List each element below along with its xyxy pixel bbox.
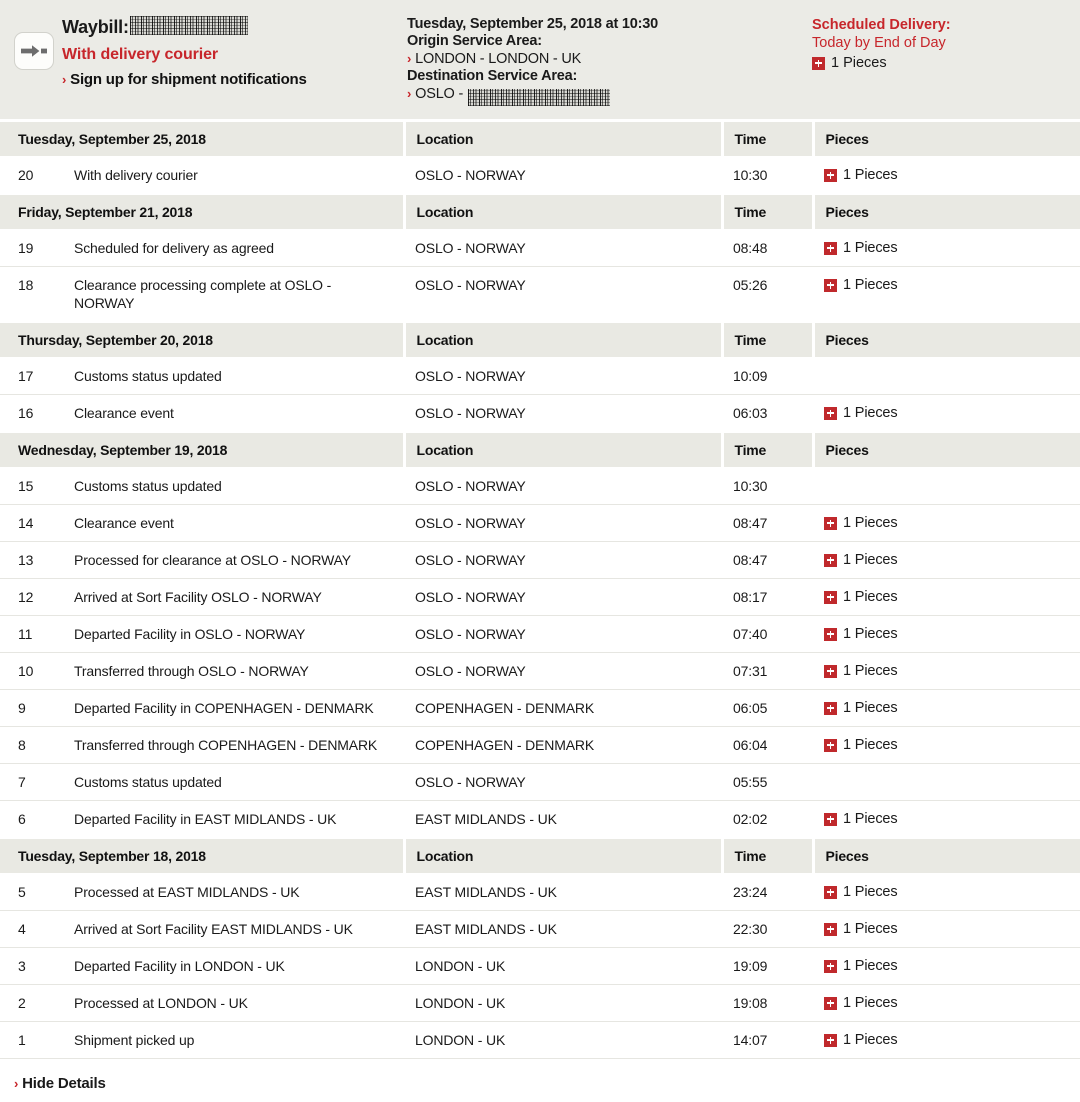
event-pieces-row[interactable]	[824, 810, 1080, 828]
table-row	[0, 727, 1080, 764]
event-pieces-label: 1 Pieces	[843, 663, 898, 679]
event-index: 2	[0, 985, 62, 1022]
event-index: 16	[0, 395, 62, 433]
event-location: EAST MIDLANDS - UK	[404, 874, 722, 911]
event-time: 08:48	[722, 230, 813, 267]
event-pieces-cell	[813, 157, 1080, 195]
event-pieces-row[interactable]	[824, 166, 1080, 184]
column-header-pieces: Pieces	[813, 121, 1080, 157]
date-group-header	[0, 121, 1080, 157]
table-row	[0, 801, 1080, 839]
event-description: Scheduled for delivery as agreed	[62, 230, 404, 267]
table-row	[0, 874, 1080, 911]
event-location: OSLO - NORWAY	[404, 230, 722, 267]
event-index: 3	[0, 948, 62, 985]
event-time: 06:03	[722, 395, 813, 433]
table-row	[0, 468, 1080, 505]
table-row	[0, 1022, 1080, 1059]
event-index: 17	[0, 358, 62, 395]
event-location: OSLO - NORWAY	[404, 468, 722, 505]
event-description: Transferred through OSLO - NORWAY	[62, 653, 404, 690]
hide-details-label: Hide Details	[22, 1075, 106, 1092]
event-description: Shipment picked up	[62, 1022, 404, 1059]
table-row	[0, 653, 1080, 690]
column-header-location: Location	[404, 322, 722, 358]
event-description: Customs status updated	[62, 468, 404, 505]
event-location: COPENHAGEN - DENMARK	[404, 727, 722, 764]
event-description: Departed Facility in LONDON - UK	[62, 948, 404, 985]
event-time: 14:07	[722, 1022, 813, 1059]
destination-redacted	[468, 89, 610, 106]
chevron-right-icon: ›	[407, 86, 412, 101]
event-location: COPENHAGEN - DENMARK	[404, 690, 722, 727]
event-index: 11	[0, 616, 62, 653]
tracking-history-table	[0, 120, 1080, 1059]
table-row	[0, 267, 1080, 323]
event-description: Customs status updated	[62, 764, 404, 801]
expand-plus-icon[interactable]	[824, 1034, 837, 1047]
event-pieces-label: 1 Pieces	[843, 921, 898, 937]
event-location: OSLO - NORWAY	[404, 157, 722, 195]
column-header-time: Time	[722, 838, 813, 874]
column-header-time: Time	[722, 194, 813, 230]
event-description: Departed Facility in EAST MIDLANDS - UK	[62, 801, 404, 839]
service-area-column	[407, 10, 812, 119]
event-pieces-row[interactable]	[824, 883, 1080, 901]
event-index: 18	[0, 267, 62, 323]
event-pieces-label: 1 Pieces	[843, 277, 898, 293]
expand-plus-icon[interactable]	[824, 960, 837, 973]
event-time: 05:55	[722, 764, 813, 801]
event-index: 10	[0, 653, 62, 690]
group-date: Friday, September 21, 2018	[0, 194, 404, 230]
waybill-line	[62, 14, 407, 38]
event-pieces-cell	[813, 358, 1080, 395]
event-index: 15	[0, 468, 62, 505]
event-index: 6	[0, 801, 62, 839]
event-description: Processed at LONDON - UK	[62, 985, 404, 1022]
date-group-header	[0, 322, 1080, 358]
event-pieces-cell	[813, 690, 1080, 727]
event-index: 19	[0, 230, 62, 267]
date-group-header	[0, 432, 1080, 468]
event-description: Processed at EAST MIDLANDS - UK	[62, 874, 404, 911]
event-location: EAST MIDLANDS - UK	[404, 801, 722, 839]
event-pieces-cell	[813, 801, 1080, 839]
event-pieces-label: 1 Pieces	[843, 552, 898, 568]
scheduled-delivery-column	[812, 10, 1080, 119]
table-row	[0, 230, 1080, 267]
event-pieces-cell	[813, 468, 1080, 505]
destination-service-area-label: Destination Service Area:	[407, 68, 578, 84]
event-location: OSLO - NORWAY	[404, 579, 722, 616]
column-header-location: Location	[404, 121, 722, 157]
event-pieces-label: 1 Pieces	[843, 811, 898, 827]
event-pieces-row[interactable]	[824, 625, 1080, 643]
shipment-status: With delivery courier	[62, 46, 219, 63]
event-pieces-label: 1 Pieces	[843, 240, 898, 256]
event-pieces-row[interactable]	[824, 920, 1080, 938]
table-row	[0, 358, 1080, 395]
table-row	[0, 911, 1080, 948]
origin-service-area-value: LONDON - LONDON - UK	[415, 51, 582, 67]
destination-service-area-value: OSLO -	[415, 86, 464, 102]
event-location: OSLO - NORWAY	[404, 395, 722, 433]
event-time: 08:47	[722, 505, 813, 542]
event-pieces-row[interactable]	[824, 514, 1080, 532]
event-pieces-row[interactable]	[824, 588, 1080, 606]
table-row	[0, 690, 1080, 727]
event-pieces-row[interactable]	[824, 699, 1080, 717]
event-description: Clearance event	[62, 505, 404, 542]
event-pieces-cell	[813, 764, 1080, 801]
summary-icon-column	[0, 10, 62, 119]
event-location: OSLO - NORWAY	[404, 653, 722, 690]
event-time: 08:17	[722, 579, 813, 616]
event-index: 12	[0, 579, 62, 616]
expand-plus-icon[interactable]	[812, 57, 825, 70]
column-header-location: Location	[404, 194, 722, 230]
waybill-column	[62, 10, 407, 119]
table-row	[0, 948, 1080, 985]
event-pieces-cell	[813, 230, 1080, 267]
event-time: 10:30	[722, 468, 813, 505]
event-description: Departed Facility in OSLO - NORWAY	[62, 616, 404, 653]
event-pieces-row[interactable]	[824, 994, 1080, 1012]
expand-plus-icon[interactable]	[824, 739, 837, 752]
event-pieces-label: 1 Pieces	[843, 995, 898, 1011]
event-pieces-cell	[813, 948, 1080, 985]
event-time: 10:30	[722, 157, 813, 195]
column-header-pieces: Pieces	[813, 322, 1080, 358]
expand-plus-icon[interactable]	[824, 591, 837, 604]
shipment-transit-icon	[14, 32, 54, 70]
event-location: OSLO - NORWAY	[404, 505, 722, 542]
expand-plus-icon[interactable]	[824, 886, 837, 899]
event-pieces-cell	[813, 911, 1080, 948]
event-pieces-cell	[813, 542, 1080, 579]
event-index: 20	[0, 157, 62, 195]
event-description: Processed for clearance at OSLO - NORWAY	[62, 542, 404, 579]
event-pieces-label: 1 Pieces	[843, 958, 898, 974]
event-index: 1	[0, 1022, 62, 1059]
event-description: Transferred through COPENHAGEN - DENMARK	[62, 727, 404, 764]
table-row	[0, 505, 1080, 542]
event-location: LONDON - UK	[404, 948, 722, 985]
event-time: 02:02	[722, 801, 813, 839]
event-location: EAST MIDLANDS - UK	[404, 911, 722, 948]
event-location: OSLO - NORWAY	[404, 358, 722, 395]
expand-plus-icon[interactable]	[824, 628, 837, 641]
event-pieces-row[interactable]	[824, 404, 1080, 422]
event-pieces-cell	[813, 267, 1080, 323]
table-row	[0, 579, 1080, 616]
chevron-right-icon: ›	[62, 72, 67, 87]
signup-notifications-link[interactable]	[62, 71, 407, 88]
event-location: LONDON - UK	[404, 985, 722, 1022]
event-description: With delivery courier	[62, 157, 404, 195]
table-row	[0, 616, 1080, 653]
event-pieces-row[interactable]	[824, 1031, 1080, 1049]
event-description: Clearance processing complete at OSLO - NORWAY	[62, 267, 404, 323]
event-time: 19:09	[722, 948, 813, 985]
expand-plus-icon[interactable]	[824, 407, 837, 420]
event-time: 07:40	[722, 616, 813, 653]
event-pieces-row[interactable]	[824, 662, 1080, 680]
event-pieces-label: 1 Pieces	[843, 589, 898, 605]
event-description: Clearance event	[62, 395, 404, 433]
event-pieces-cell	[813, 985, 1080, 1022]
event-time: 06:05	[722, 690, 813, 727]
event-index: 14	[0, 505, 62, 542]
chevron-right-icon: ›	[14, 1076, 19, 1091]
event-location: OSLO - NORWAY	[404, 616, 722, 653]
event-location: OSLO - NORWAY	[404, 267, 722, 323]
event-pieces-row[interactable]	[824, 957, 1080, 975]
table-row	[0, 764, 1080, 801]
chevron-right-icon: ›	[407, 51, 412, 66]
event-description: Departed Facility in COPENHAGEN - DENMARK	[62, 690, 404, 727]
event-pieces-label: 1 Pieces	[843, 1032, 898, 1048]
event-description: Arrived at Sort Facility EAST MIDLANDS - UK	[62, 911, 404, 948]
expand-plus-icon[interactable]	[824, 923, 837, 936]
event-pieces-row[interactable]	[824, 551, 1080, 569]
signup-link-label: Sign up for shipment notifications	[70, 71, 307, 88]
event-index: 5	[0, 874, 62, 911]
origin-service-area-label: Origin Service Area:	[407, 33, 542, 49]
column-header-time: Time	[722, 432, 813, 468]
expand-plus-icon[interactable]	[824, 554, 837, 567]
event-pieces-cell	[813, 579, 1080, 616]
scheduled-delivery-label: Scheduled Delivery:	[812, 17, 951, 33]
event-time: 08:47	[722, 542, 813, 579]
table-row	[0, 395, 1080, 433]
group-date: Wednesday, September 19, 2018	[0, 432, 404, 468]
date-group-header	[0, 838, 1080, 874]
expand-plus-icon[interactable]	[824, 702, 837, 715]
event-pieces-cell	[813, 616, 1080, 653]
event-pieces-label: 1 Pieces	[843, 700, 898, 716]
scheduled-delivery-value: Today by End of Day	[812, 35, 946, 51]
column-header-time: Time	[722, 322, 813, 358]
column-header-location: Location	[404, 432, 722, 468]
date-group-header	[0, 194, 1080, 230]
event-time: 06:04	[722, 727, 813, 764]
event-pieces-cell	[813, 505, 1080, 542]
table-row	[0, 985, 1080, 1022]
event-index: 9	[0, 690, 62, 727]
origin-service-area-value-row[interactable]	[407, 50, 812, 68]
event-time: 07:31	[722, 653, 813, 690]
event-pieces-label: 1 Pieces	[843, 515, 898, 531]
shipment-summary-panel	[0, 0, 1080, 120]
event-pieces-cell	[813, 874, 1080, 911]
group-date: Tuesday, September 18, 2018	[0, 838, 404, 874]
event-index: 4	[0, 911, 62, 948]
event-description: Customs status updated	[62, 358, 404, 395]
column-header-pieces: Pieces	[813, 194, 1080, 230]
event-pieces-cell	[813, 653, 1080, 690]
event-pieces-label: 1 Pieces	[843, 737, 898, 753]
event-time: 23:24	[722, 874, 813, 911]
expand-plus-icon[interactable]	[824, 517, 837, 530]
event-description: Arrived at Sort Facility OSLO - NORWAY	[62, 579, 404, 616]
event-index: 8	[0, 727, 62, 764]
event-location: OSLO - NORWAY	[404, 764, 722, 801]
table-row	[0, 157, 1080, 195]
waybill-label: Waybill:	[62, 17, 129, 37]
event-pieces-row[interactable]	[824, 736, 1080, 754]
event-index: 7	[0, 764, 62, 801]
scheduled-pieces-row[interactable]	[812, 55, 1080, 71]
event-location: LONDON - UK	[404, 1022, 722, 1059]
expand-plus-icon[interactable]	[824, 813, 837, 826]
event-location: OSLO - NORWAY	[404, 542, 722, 579]
expand-plus-icon[interactable]	[824, 665, 837, 678]
event-pieces-cell	[813, 727, 1080, 764]
event-time: 05:26	[722, 267, 813, 323]
event-pieces-label: 1 Pieces	[843, 626, 898, 642]
event-pieces-cell	[813, 395, 1080, 433]
group-date: Tuesday, September 25, 2018	[0, 121, 404, 157]
event-pieces-label: 1 Pieces	[843, 405, 898, 421]
waybill-number-redacted	[130, 16, 248, 35]
expand-plus-icon[interactable]	[824, 279, 837, 292]
expand-plus-icon[interactable]	[824, 169, 837, 182]
hide-details-link[interactable]	[0, 1059, 1080, 1102]
expand-plus-icon[interactable]	[824, 242, 837, 255]
event-time: 19:08	[722, 985, 813, 1022]
column-header-location: Location	[404, 838, 722, 874]
event-time: 22:30	[722, 911, 813, 948]
event-pieces-cell	[813, 1022, 1080, 1059]
column-header-time: Time	[722, 121, 813, 157]
event-time: 10:09	[722, 358, 813, 395]
expand-plus-icon[interactable]	[824, 997, 837, 1010]
event-pieces-row[interactable]	[824, 239, 1080, 257]
table-row	[0, 542, 1080, 579]
group-date: Thursday, September 20, 2018	[0, 322, 404, 358]
column-header-pieces: Pieces	[813, 838, 1080, 874]
column-header-pieces: Pieces	[813, 432, 1080, 468]
event-timestamp: Tuesday, September 25, 2018 at 10:30	[407, 16, 658, 32]
event-pieces-row[interactable]	[824, 276, 1080, 294]
scheduled-pieces-label: 1 Pieces	[831, 55, 887, 71]
event-pieces-label: 1 Pieces	[843, 167, 898, 183]
event-pieces-label: 1 Pieces	[843, 884, 898, 900]
event-index: 13	[0, 542, 62, 579]
destination-service-area-value-row[interactable]	[407, 85, 812, 103]
